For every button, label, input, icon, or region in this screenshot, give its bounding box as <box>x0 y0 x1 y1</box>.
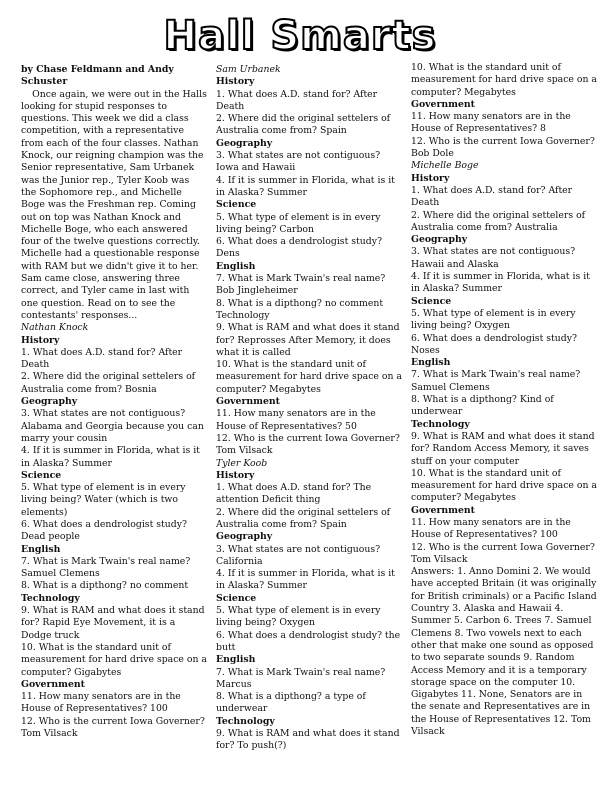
question-answer: 8. What is a dipthong? a type of underwear <box>216 691 366 715</box>
question-answer: 5. What type of element is in every living being? Oxygen <box>216 605 381 629</box>
question-answer: 9. What is RAM and what does it stand for? Random Access Memory, it saves stuff on your computer <box>411 430 595 467</box>
section-heading: Science <box>216 199 257 211</box>
contestant-block <box>216 64 402 458</box>
section-heading: English <box>216 260 256 272</box>
contestant-block <box>411 160 597 566</box>
question-answer: 3. What states are not contiguous? California <box>216 543 381 567</box>
section-heading: History <box>216 469 255 481</box>
question-answer: 2. Where did the original settelers of Australia come from? Spain <box>216 113 391 137</box>
question-answer: 5. What type of element is in every living being? Oxygen <box>411 307 576 332</box>
question-answer: 3. What states are not contiguous? Hawaii and Alaska <box>411 246 576 270</box>
question-answer: 9. What is RAM and what does it stand for? Rapid Eye Movement, it is a Dodge truck <box>21 605 205 641</box>
contestant-block <box>21 322 207 740</box>
section-heading: English <box>21 543 61 555</box>
section-heading: English <box>411 357 451 369</box>
section-heading: Government <box>411 98 475 110</box>
question-answer: 9. What is RAM and what does it stand for? Reprosses After Memory, it does what it is called <box>216 322 400 358</box>
question-answer: 4. If it is summer in Florida, what is it in Alaska? Summer <box>21 445 200 469</box>
question-answer: 11. How many senators are in the House of Representatives? 100 <box>21 691 181 715</box>
question-answer: 6. What does a dendrologist study? Dens <box>216 236 382 260</box>
question-answer: 1. What does A.D. stand for? After Death <box>216 88 378 112</box>
question-answer: 7. What is Mark Twain's real name? Bob Jingleheimer <box>216 273 386 297</box>
question-answer: 12. Who is the current Iowa Governer? Tom Vilsack <box>21 715 205 740</box>
question-answer: 9. What is RAM and what does it stand for? To push(?) <box>216 728 400 752</box>
question-answer: 10. What is the standard unit of measurement for hard drive space on a computer? Megabytes <box>216 359 402 395</box>
question-answer: 8. What is a dipthong? no comment <box>21 580 189 592</box>
question-answer: 11. How many senators are in the House of Representatives? 100 <box>411 516 571 541</box>
section-heading: Science <box>216 592 257 604</box>
question-answer: 1. What does A.D. stand for? After Death <box>21 346 183 371</box>
question-answer: 6. What does a dendrologist study? Noses <box>411 332 577 356</box>
question-answer: 8. What is a dipthong? Kind of underwear <box>411 394 554 418</box>
intro-paragraph: Once again, we were out in the Halls looking for stupid responses to questions. This week we did a class competition, with a representative from each of the four classes. Nathan Knock, our reigning champion was the Senior representative, Sam Urbanek was the Junior rep., Tyler Koob was the Sophomore rep., and Michelle Boge was the Freshman rep. Coming out on top was Nathan Knock and Michelle Boge, who each answered four of the twelve questions correctly. Michelle had a questionable response with RAM but we didn't give it to her. Sam came close, answering three correct, and Tyler came in last with one question. Read on to see the contestants' responses... <box>21 88 207 321</box>
contestant-block <box>216 458 402 753</box>
question-answer: 8. What is a dipthong? no comment Technology <box>216 297 384 321</box>
byline: by Chase Feldmann and Andy Schuster <box>21 64 174 88</box>
question-answer: 2. Where did the original settelers of Australia come from? Spain <box>216 506 391 530</box>
question-answer: 12. Who is the current Iowa Governer? Tom Vilsack <box>411 541 595 565</box>
section-heading: History <box>216 76 255 88</box>
section-heading: Geography <box>216 531 273 543</box>
question-answer: 10. What is the standard unit of measurement for hard drive space on a computer? Megabytes <box>411 467 597 504</box>
question-answer: 10. What is the standard unit of measurement for hard drive space on a computer? Megabytes <box>411 62 597 98</box>
section-heading: Government <box>411 504 475 516</box>
question-answer: 1. What does A.D. stand for? After Death <box>411 184 573 209</box>
question-answer: 7. What is Mark Twain's real name? Marcus <box>216 666 386 690</box>
section-heading: Technology <box>411 418 470 430</box>
question-answer: 1. What does A.D. stand for? The attention Deficit thing <box>216 482 372 506</box>
question-answer: 10. What is the standard unit of measurement for hard drive space on a computer? Gigabytes <box>21 641 207 678</box>
question-answer: 2. Where did the original settelers of Australia come from? Australia <box>411 209 586 233</box>
question-answer: 6. What does a dendrologist study? Dead people <box>21 518 187 543</box>
question-answer: 3. What states are not contiguous? Iowa and Hawaii <box>216 150 381 174</box>
question-answer: 5. What type of element is in every living being? Carbon <box>216 211 381 235</box>
section-heading: Government <box>216 396 280 408</box>
section-heading: Science <box>411 295 452 307</box>
section-heading: History <box>21 334 60 346</box>
section-heading: Technology <box>216 715 275 727</box>
section-heading: Government <box>21 678 85 690</box>
section-heading: Science <box>21 469 62 481</box>
section-heading: English <box>216 654 256 666</box>
article-column-2 <box>216 64 402 753</box>
section-heading: Geography <box>411 234 468 246</box>
question-answer: 12. Who is the current Iowa Governer? Bob Dole <box>411 135 595 160</box>
contestant-name: Tyler Koob <box>216 457 268 469</box>
question-answer: 7. What is Mark Twain's real name? Samuel Clemens <box>411 369 581 393</box>
answer-key: Answers: 1. Anno Domini 2. We would have accepted Britain (it was originally for British criminals) or a Pacific Island Country 3. Alaska and Hawaii 4. Summer 5. Carbon 6. Trees 7. Samuel Clemens 8. Two vowels next to each other that make one sound as opposed to two separate sounds 9. Random Access Memory and it is a temporary storage space on the computer 10. Gigabytes 11. None, Senators are in the senate and Representatives are in the House of Representatives 12. Tom Vilsack <box>411 566 597 738</box>
question-answer: 6. What does a dendrologist study? the butt <box>216 629 401 653</box>
question-answer: 4. If it is summer in Florida, what is it in Alaska? Summer <box>411 271 590 295</box>
section-heading: History <box>411 172 450 184</box>
contestant-name: Michelle Boge <box>411 160 479 172</box>
question-answer: 11. How many senators are in the House of Representatives? 50 <box>216 408 376 432</box>
question-answer: 3. What states are not contiguous? Alabama and Georgia because you can marry your cousin <box>21 408 204 444</box>
question-answer: 4. If it is summer in Florida, what is it in Alaska? Summer <box>216 174 395 198</box>
question-answer: 5. What type of element is in every living being? Water (which is two elements) <box>21 482 186 518</box>
section-heading: Technology <box>21 592 80 604</box>
section-heading: Geography <box>216 137 273 149</box>
article-column-1 <box>21 64 207 740</box>
article-column-3 <box>411 62 597 738</box>
question-answer: 11. How many senators are in the House of Representatives? 8 <box>411 111 571 135</box>
question-answer: 4. If it is summer in Florida, what is it in Alaska? Summer <box>216 568 395 592</box>
page-title: Hall Smarts <box>163 13 437 59</box>
question-answer: 7. What is Mark Twain's real name? Samuel Clemens <box>21 555 191 580</box>
contestant-name: Nathan Knock <box>21 322 89 334</box>
question-answer: 12. Who is the current Iowa Governer? Tom Vilsack <box>216 432 400 457</box>
question-answer: 2. Where did the original settelers of Australia come from? Bosnia <box>21 371 196 395</box>
contestant-name: Sam Urbanek <box>216 64 281 75</box>
section-heading: Geography <box>21 396 78 408</box>
